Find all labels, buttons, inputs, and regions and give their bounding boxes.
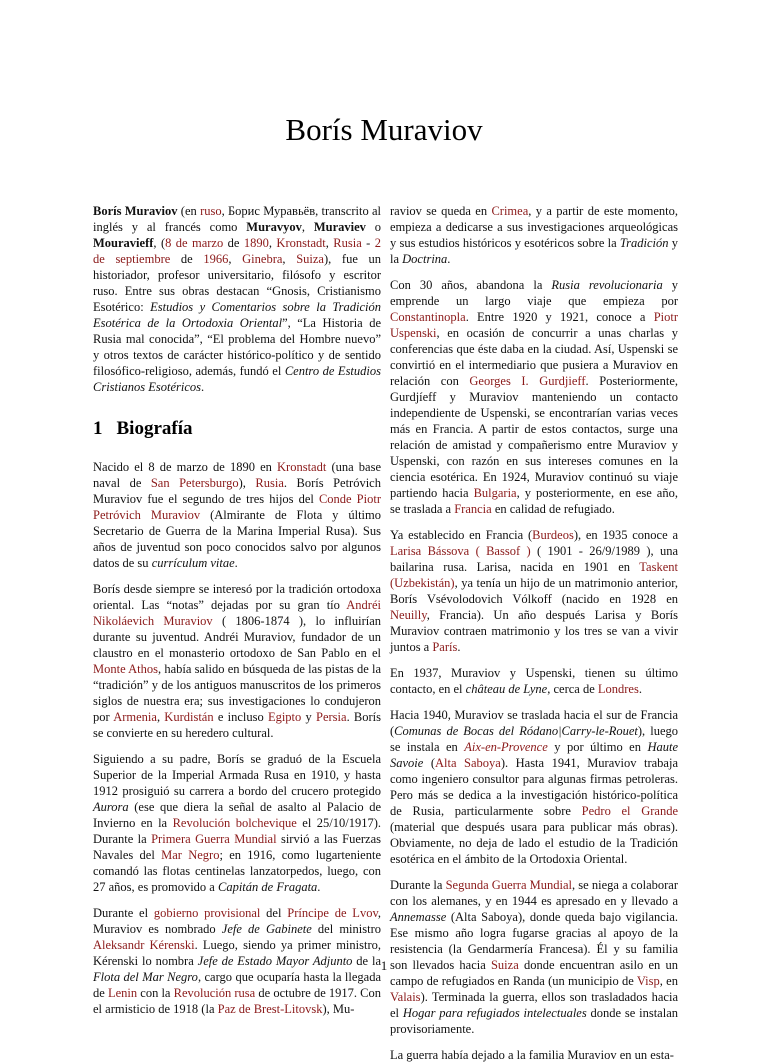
text-run: , [156,710,165,724]
wiki-link[interactable]: Alta Saboya [435,756,501,770]
text-run: y la [390,236,679,266]
italic-term: Doctrina [402,252,448,266]
text-run: . Luego, siendo ya primer ministro, Kérenski lo nombra [93,938,381,968]
wiki-link[interactable]: Revolución rusa [173,986,256,1000]
italic-term: Hogar para refugiados intelectuales [402,1006,587,1020]
wiki-link[interactable]: 2 de septiembre [93,236,382,266]
text-run: , [325,236,334,250]
paragraph [93,459,381,571]
wiki-link[interactable]: Francia [454,502,492,516]
wiki-link[interactable]: Crimea [491,204,529,218]
text-run: . Borís Petróvich Muraviov fue el segundo de tres hijos del [93,476,381,506]
wiki-link[interactable]: Armenia [113,710,157,724]
wiki-link[interactable]: Taskent (Uzbekistán) [390,560,678,590]
wiki-link[interactable]: Kurdistán [164,710,214,724]
wiki-link[interactable]: Rusia [333,236,362,250]
text-run: , en [659,974,678,988]
wiki-link[interactable]: Burdeos [532,528,574,542]
section-number: 1 [93,418,103,439]
text-run: el 25/10/1917). Durante la [93,816,381,846]
text-run: Nacido el 8 de marzo de 1890 en [93,460,278,474]
italic-term: Capitán de Fragata [217,880,318,894]
wiki-link[interactable]: París [432,640,458,654]
text-run: (en [177,204,201,218]
text-run: , y a partir de este momento, empieza a dedicarse a sus investigaciones arqueológicas y sus estudios históricos y esotéricos sobre la [390,204,678,250]
text-run: y emprende un largo viaje que empieza por [390,278,679,308]
text-run: Durante la [390,878,446,892]
text-run: La guerra había dejado a la familia Muraviov en un esta- [390,1048,674,1062]
text-run: ( [423,756,435,770]
text-run: Ya establecido en Francia ( [390,528,533,542]
text-run: ( 1806-1874 ), lo influirían durante su juventud. Andréi Muraviov, fundador de un claustro en el monasterio ortodoxo de San Pablo en el [93,614,381,660]
wiki-link[interactable]: Mar Negro [161,848,220,862]
wiki-link[interactable]: Paz de Brest-Litovsk [217,1002,323,1016]
wiki-link[interactable]: Egipto [267,710,302,724]
text-run: , y posteriormente, en ese año, se traslada a [390,486,678,516]
text-run: donde se instalan provisoriamente. [390,1006,678,1036]
text-run: ). Hasta 1941, Muraviov trabaja como ingeniero consultor para algunas firmas petroleras. Pero más se dedica a la investigación histórico-política de Rusia, particularmente sobre [390,756,678,818]
text-run: (Almirante de Flota y último Secretario de Guerra de la Marina Imperial Rusa). Sus años de juventud son poco conocidos salvo por algunos datos de su [93,508,381,570]
wiki-link[interactable]: ruso [200,204,222,218]
text-run: Borís desde siempre se interesó por la tradición ortodoxa oriental. Las “notas” dejadas por su gran tío [93,582,381,612]
text-run: o [365,220,382,234]
text-run: . Borís se convierte en su heredero cultural. [93,710,381,740]
wiki-link[interactable]: 8 de marzo [165,236,224,250]
text-run: . [201,380,205,394]
wiki-link[interactable]: Primera Guerra Mundial [151,832,277,846]
text-run: , Борис Муравьёв, transcrito al inglés y al francés como [93,204,382,234]
text-run: ), fue un historiador, profesor universitario, filósofo y escritor ruso. Entre sus obras destacan “Gnosis, Cristianismo Esotérico: [93,252,382,314]
italic-term: Jefe de Estado Mayor Adjunto [197,954,353,968]
text-run: (ese que diera la señal de asalto al Palacio de Invierno en la [93,800,381,830]
paragraph [390,665,678,697]
wiki-link[interactable]: Georges I. Gurdjieff [469,374,586,388]
intro-paragraph [93,203,381,395]
text-run: , cargo que ocuparía hasta la llegada de [93,970,381,1000]
wiki-link[interactable]: Lenin [107,986,138,1000]
text-run: e incluso [213,710,268,724]
text-run: ), luego se instala en [390,724,678,754]
text-run: , [282,252,297,266]
text-run: ; en 1916, como lugarteniente comandó las flotas centinelas lanzatorpedos, luego, con 27 años, es promovido a [93,848,381,894]
wiki-link[interactable]: Londres [597,682,639,696]
text-run: , había salido en búsqueda de las pistas de la “tradición” y de los antiguos manuscritos de los primeros siglos de nuestra era; sus investigaciones lo condujeron por [93,662,381,724]
italic-term: Centro de Estudios Cristianos Esotéricos [93,364,381,394]
wiki-link[interactable]: 1890 [243,236,269,250]
section-heading [93,418,381,439]
text-run: del ministro [311,922,381,936]
bold-term: Muraviev [313,220,366,234]
italic-term: Haute Savoie [390,740,679,770]
wiki-link[interactable]: 1966 [203,252,229,266]
italic-term: currículum vitae [151,556,235,570]
bold-term: Mouravieff [93,236,154,250]
text-run: ), Mu- [322,1002,355,1016]
wiki-link[interactable]: Conde Piotr Petróvich Muraviov [93,492,381,522]
text-run: en calidad de refugiado. [491,502,615,516]
wiki-link[interactable]: Monte Athos [93,662,159,676]
text-run: , Muraviov es nombrado [93,906,382,936]
text-run: Con 30 años, abandona la [390,278,552,292]
text-run: ”, “La Historia de Rusia mal conocida”, “El problema del Hombre nuevo” y otros textos de carácter histórico-político y de sentido filosófico-religioso, además, fundó el [93,316,382,378]
wiki-link[interactable]: Persia [316,710,347,724]
text-run: de [223,236,244,250]
wiki-link[interactable]: Rusia [255,476,284,490]
wiki-link[interactable]: Larisa Bássova ( Bassof ) [390,544,531,558]
text-run: de [170,252,204,266]
italic-term: Annemasse [390,910,447,924]
text-run: , [301,220,314,234]
text-run: ), [238,476,256,490]
text-run: (Alta Saboya), donde queda bajo vigilancia. Ese mismo año logra fugarse gracias al apoyo de la resistencia (la Gendarmería Francesa). Él y su familia son llevados hacia [390,910,678,972]
text-run: , en ocasión de concurrir a unas charlas y conferencias que éste daba en la ciudad. Así, Uspenski se convirtió en el intermediario que pusiera a Muraviov en relación con [390,326,678,388]
text-run: Hacia 1940, Muraviov se traslada hacia el sur de Francia ( [390,708,678,738]
text-run: . Posteriormente, Gurdjíeff y Muraviov manteniendo un contacto independiente de Uspenski, se encontrarían varias veces más en Francia. A partir de estos contactos, surge una relación de amistad y compañerismo entre Muraviov y Uspenski, con razón en sus intereses comunes en la ciencia esotérica. En 1924, Muraviov continuó su viaje partiendo hacia [390,374,678,500]
text-run: ( 1901 - 26/9/1989 ), una bailarina rusa. Larisa, nacida en 1901 en [390,544,679,574]
text-run: , cerca de [547,682,598,696]
paragraph [390,277,678,517]
wiki-link[interactable]: Andréi Nikoláevich Muraviov [93,598,381,628]
text-run: ). Terminada la guerra, ellos son trasladados hacia el [390,990,678,1020]
italic-term: Jefe de Gabinete [221,922,312,936]
text-run: y por último en [547,740,648,754]
italic-term: Flota del Mar Negro [93,970,198,984]
page-title: Borís Muraviov [285,112,483,147]
text-run: . [234,556,238,570]
wiki-link[interactable]: Constantinopla [390,310,466,324]
wiki-link[interactable]: Visp [636,974,660,988]
text-run: , Francia). Un año después Larisa y Borís Muraviov contraen matrimonio y los tres se van a vivir juntos a [390,608,678,654]
bold-term: Borís Muraviov [93,204,178,218]
text-run: . [317,880,321,894]
italic-term: Aurora [93,800,129,814]
wiki-link[interactable]: Ginebra [242,252,283,266]
wiki-link[interactable]: San Petersburgo [150,476,239,490]
wiki-link[interactable]: Aix-en-Provence [464,740,548,754]
left-column [93,203,381,1017]
wiki-link[interactable]: Kronstadt [276,236,326,250]
text-run: Durante el [93,906,154,920]
page-number: 1 [380,958,388,973]
italic-term: Tradición [619,236,669,250]
paragraph [390,707,678,867]
italic-term: château de Lyne [465,682,548,696]
section-title: Biografía [116,418,193,439]
paragraph [93,751,381,895]
paragraph [93,581,381,741]
paragraph [390,527,678,655]
text-run: En 1937, Muraviov y Uspenski, tienen su último contacto, en el [390,666,678,696]
wiki-link[interactable]: Piotr Uspenski [390,310,678,340]
paragraph [390,1047,678,1063]
text-run: donde encuentran asilo en un campo de refugiados en Randa (un municipio de [390,958,678,988]
wiki-link[interactable]: Neuilly [390,608,427,622]
text-run: de octubre de 1917. Con el armisticio de 1918 (la [93,986,381,1016]
right-column [390,203,678,1063]
wiki-link[interactable]: Aleksandr Kérenski [93,938,195,952]
text-run: , ya tenía un hijo de un matrimonio anterior, Borís Vsévolodovich Vólkoff (nacido en 1928 en [390,576,678,606]
text-run: ), en 1935 conoce a [573,528,678,542]
wiki-link[interactable]: Kronstadt [277,460,327,474]
bold-term: Muravyov [246,220,302,234]
text-run: raviov se queda en [390,204,492,218]
wiki-link[interactable]: Revolución bolchevique [172,816,297,830]
text-run: , ( [153,236,166,250]
wiki-link[interactable]: Suiza [490,958,519,972]
text-run: , [268,236,277,250]
text-run: , [228,252,243,266]
italic-term: Estudios y Comentarios sobre la Tradición Esotérica de la Ortodoxia Oriental [93,300,381,330]
text-run: Siguiendo a su padre, Borís se graduó de la Escuela Superior de la Imperial Armada Rusa en 1910, y hasta 1912 prosiguió su carrera a bordo del crucero protegido [93,752,381,798]
text-run: de la [352,954,381,968]
text-run: , se niega a colaborar con los alemanes, y en 1944 es apresado en y llevado a [390,878,678,908]
text-run: con la [137,986,174,1000]
wiki-link[interactable]: Segunda Guerra Mundial [445,878,573,892]
wiki-link[interactable]: Príncipe de Lvov [287,906,378,920]
text-run: (material que después usara para publicar más obras). Obviamente, no deja de lado el estudio de la Tradición esotérica en el ámbito de la Ortodoxia Oriental. [390,820,678,866]
wiki-link[interactable]: Valais [390,990,421,1004]
text-run: . [457,640,461,654]
wiki-link[interactable]: gobierno provisional [153,906,261,920]
italic-term: Rusia revolucionaria [551,278,663,292]
text-run: y [301,710,316,724]
text-run: - [361,236,375,250]
wiki-link[interactable]: Pedro el Grande [581,804,678,818]
wiki-link[interactable]: Suiza [296,252,324,266]
text-run: sirvió a las Fuerzas Navales del [93,832,381,862]
text-run: . [638,682,642,696]
text-run: . [447,252,451,266]
text-run: (una base naval de [93,460,382,490]
italic-term: Comunas de Bocas del Ródano|Carry-le-Rouet [394,724,638,738]
paragraph [390,203,678,267]
paragraph [390,877,678,1037]
text-run: del [260,906,288,920]
wiki-link[interactable]: Bulgaria [473,486,517,500]
text-run: . Entre 1920 y 1921, conoce a [465,310,654,324]
